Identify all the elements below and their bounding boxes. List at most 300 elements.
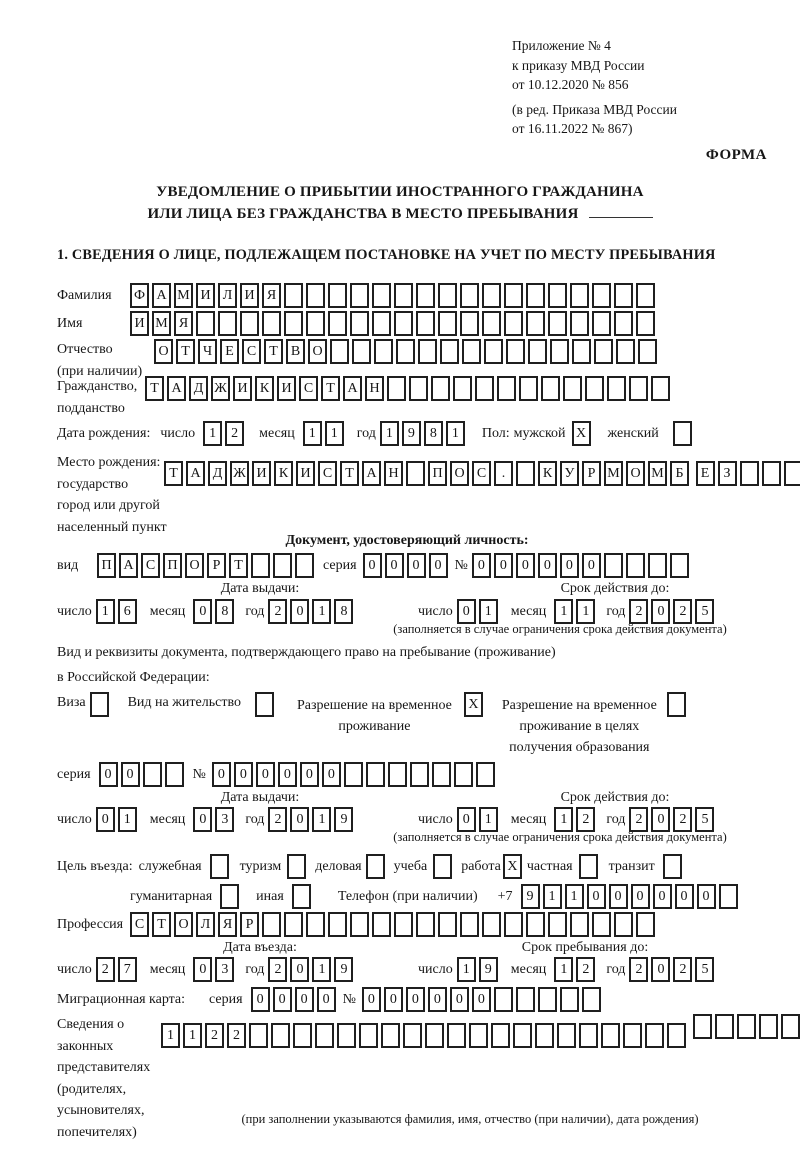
form-cell bbox=[594, 339, 613, 364]
form-cell bbox=[629, 376, 648, 401]
form-cell: А bbox=[343, 376, 362, 401]
stay-until-date-row bbox=[418, 957, 717, 982]
form-cell: 0 bbox=[96, 807, 115, 832]
birth-day-cells bbox=[203, 421, 247, 446]
form-cell: О bbox=[450, 461, 469, 486]
form-cell: 0 bbox=[429, 553, 448, 578]
form-cell: 2 bbox=[629, 957, 648, 982]
form-cell bbox=[516, 987, 535, 1012]
form-cell: Л bbox=[196, 912, 215, 937]
form-cell bbox=[374, 339, 393, 364]
form-cell: 0 bbox=[450, 987, 469, 1012]
form-cell: 1 bbox=[554, 599, 573, 624]
revision-line: от 16.11.2022 № 867) bbox=[512, 121, 633, 136]
form-cell bbox=[604, 553, 623, 578]
form-cell: Т bbox=[229, 553, 248, 578]
given-name-cells bbox=[130, 311, 658, 336]
doc-validity-date-row bbox=[418, 599, 717, 624]
form-cell bbox=[344, 762, 363, 787]
form-cell: 0 bbox=[472, 987, 491, 1012]
form-cell bbox=[396, 339, 415, 364]
form-cell bbox=[648, 553, 667, 578]
form-cell bbox=[563, 376, 582, 401]
series-label: серия bbox=[209, 991, 243, 1007]
form-cell bbox=[504, 912, 523, 937]
form-cell: А bbox=[167, 376, 186, 401]
form-cell: 2 bbox=[629, 599, 648, 624]
form-cell: 1 bbox=[543, 884, 562, 909]
purpose-tourism-label: туризм bbox=[239, 858, 282, 874]
form-cell bbox=[538, 987, 557, 1012]
form-cell bbox=[381, 1023, 400, 1048]
doc-kind-cells bbox=[97, 553, 317, 578]
form-cell: 1 bbox=[312, 957, 331, 982]
form-cell bbox=[372, 912, 391, 937]
form-cell bbox=[460, 283, 479, 308]
form-cell: У bbox=[560, 461, 579, 486]
birth-place-cells-row1 bbox=[164, 461, 692, 486]
doc-restriction-note: (заполняется в случае ограничения срока действия документа) bbox=[393, 622, 727, 636]
form-cell: 0 bbox=[322, 762, 341, 787]
migration-card-label: Миграционная карта: bbox=[57, 991, 186, 1007]
representatives-cells bbox=[161, 1014, 800, 1053]
form-cell bbox=[418, 339, 437, 364]
form-cell: О bbox=[174, 912, 193, 937]
form-cell: X bbox=[503, 854, 522, 879]
form-cell: 1 bbox=[457, 957, 476, 982]
migration-number-cells bbox=[362, 987, 604, 1012]
form-cell: 0 bbox=[651, 807, 670, 832]
form-cell: Я bbox=[262, 283, 281, 308]
form-cell: 8 bbox=[334, 599, 353, 624]
section1-heading: 1. СВЕДЕНИЯ О ЛИЦЕ, ПОДЛЕЖАЩЕМ ПОСТАНОВКЕ НА УЧЕТ ПО МЕСТУ ПРЕБЫВАНИЯ bbox=[57, 247, 716, 263]
form-cell: М bbox=[648, 461, 667, 486]
form-cell: А bbox=[119, 553, 138, 578]
purpose-humanitarian-label: гуманитарная bbox=[130, 888, 213, 904]
form-cell bbox=[513, 1023, 532, 1048]
form-cell bbox=[359, 1023, 378, 1048]
form-cell bbox=[271, 1023, 290, 1048]
form-cell: И bbox=[130, 311, 149, 336]
form-cell: Т bbox=[321, 376, 340, 401]
doc-issue-date-label: Дата выдачи: bbox=[220, 581, 300, 596]
form-label: ФОРМА bbox=[705, 147, 767, 163]
form-cell bbox=[572, 339, 591, 364]
form-cell: 1 bbox=[96, 599, 115, 624]
form-cell: П bbox=[97, 553, 116, 578]
form-cell: З bbox=[718, 461, 737, 486]
form-cell: К bbox=[255, 376, 274, 401]
form-cell: 0 bbox=[428, 987, 447, 1012]
representatives-label-line5: усыновителях, bbox=[57, 1103, 145, 1118]
form-cell bbox=[460, 912, 479, 937]
form-cell: 0 bbox=[587, 884, 606, 909]
surname-row bbox=[57, 283, 658, 308]
form-cell: 0 bbox=[251, 987, 270, 1012]
form-cell bbox=[295, 553, 314, 578]
form-cell: 9 bbox=[334, 957, 353, 982]
form-cell bbox=[432, 762, 451, 787]
form-cell: С bbox=[299, 376, 318, 401]
form-cell bbox=[614, 311, 633, 336]
form-cell bbox=[469, 1023, 488, 1048]
number-label: № bbox=[192, 766, 206, 782]
form-cell: Т bbox=[152, 912, 171, 937]
doc-issue-date-row bbox=[57, 599, 356, 624]
form-cell: 0 bbox=[653, 884, 672, 909]
form-cell: О bbox=[154, 339, 173, 364]
form-cell bbox=[519, 376, 538, 401]
day-label: число bbox=[57, 603, 92, 619]
form-cell: 1 bbox=[576, 599, 595, 624]
doc-kind-label: вид bbox=[57, 557, 79, 573]
form-cell: 0 bbox=[363, 553, 382, 578]
migration-series-cells bbox=[251, 987, 339, 1012]
form-cell: Н bbox=[365, 376, 384, 401]
form-cell: 8 bbox=[215, 599, 234, 624]
profession-row bbox=[57, 912, 658, 937]
form-cell: Б bbox=[670, 461, 689, 486]
month-label: месяц bbox=[510, 603, 547, 619]
representatives-cells-row2 bbox=[693, 1014, 800, 1039]
form-cell bbox=[90, 692, 109, 717]
form-cell bbox=[570, 912, 589, 937]
form-cell bbox=[409, 376, 428, 401]
temp-edu-checkbox bbox=[667, 692, 689, 717]
form-cell: 0 bbox=[631, 884, 650, 909]
form-cell bbox=[482, 283, 501, 308]
identity-doc-heading: Документ, удостоверяющий личность: bbox=[285, 533, 529, 548]
form-cell bbox=[719, 884, 738, 909]
form-cell bbox=[366, 762, 385, 787]
form-cell bbox=[570, 311, 589, 336]
form-cell: Т bbox=[145, 376, 164, 401]
form-cell bbox=[784, 461, 800, 486]
form-cell: 0 bbox=[697, 884, 716, 909]
year-label: год bbox=[606, 961, 626, 977]
temp-residence-label bbox=[297, 692, 452, 737]
purpose-study-label: учеба bbox=[393, 858, 428, 874]
form-cell: 0 bbox=[290, 807, 309, 832]
form-cell bbox=[623, 1023, 642, 1048]
residence-doc-intro1: Вид и реквизиты документа, подтверждающего право на пребывание (проживание) bbox=[57, 645, 556, 660]
female-checkbox bbox=[673, 421, 695, 446]
year-label: год bbox=[606, 811, 626, 827]
form-cell: 6 bbox=[118, 599, 137, 624]
form-cell: Д bbox=[208, 461, 227, 486]
temp-residence-checkbox bbox=[464, 692, 486, 717]
patronymic-label-line1: Отчество bbox=[57, 342, 113, 357]
phone-label: Телефон (при наличии) bbox=[337, 888, 478, 904]
form-cell: О bbox=[308, 339, 327, 364]
form-cell bbox=[557, 1023, 576, 1048]
form-cell bbox=[781, 1014, 800, 1039]
form-cell bbox=[447, 1023, 466, 1048]
temp-residence-line2: проживание bbox=[338, 719, 411, 734]
form-cell: X bbox=[464, 692, 483, 717]
form-cell bbox=[438, 311, 457, 336]
residence-number-cells bbox=[212, 762, 498, 787]
residence-restriction-note: (заполняется в случае ограничения срока действия документа) bbox=[393, 830, 727, 844]
form-cell bbox=[462, 339, 481, 364]
form-cell: Е bbox=[696, 461, 715, 486]
form-cell: 3 bbox=[215, 807, 234, 832]
form-cell bbox=[484, 339, 503, 364]
form-cell: 1 bbox=[325, 421, 344, 446]
form-cell: 0 bbox=[99, 762, 118, 787]
form-cell bbox=[614, 283, 633, 308]
form-cell bbox=[614, 912, 633, 937]
male-checkbox bbox=[572, 421, 594, 446]
form-cell: Ж bbox=[230, 461, 249, 486]
representatives-cells-row1 bbox=[161, 1023, 689, 1048]
doc-issue-year-cells bbox=[268, 599, 356, 624]
residence-validity-date-row bbox=[418, 807, 717, 832]
month-label: месяц bbox=[510, 811, 547, 827]
form-cell bbox=[328, 283, 347, 308]
form-cell bbox=[645, 1023, 664, 1048]
temp-edu-line2: проживание в целях bbox=[519, 719, 640, 734]
form-cell bbox=[482, 912, 501, 937]
form-cell bbox=[475, 376, 494, 401]
form-title bbox=[0, 181, 800, 225]
form-cell bbox=[560, 987, 579, 1012]
form-cell bbox=[306, 311, 325, 336]
day-label: число bbox=[418, 603, 453, 619]
form-cell: 5 bbox=[695, 957, 714, 982]
form-cell: 0 bbox=[675, 884, 694, 909]
form-cell: И bbox=[240, 283, 259, 308]
gender-label: Пол: bbox=[481, 425, 510, 441]
purpose-work-label: работа bbox=[461, 858, 501, 874]
form-cell bbox=[670, 553, 689, 578]
form-cell bbox=[548, 311, 567, 336]
appendix-line: от 10.12.2020 № 856 bbox=[512, 77, 629, 92]
form-cell bbox=[438, 912, 457, 937]
entry-month-cells bbox=[193, 957, 237, 982]
form-cell bbox=[504, 283, 523, 308]
form-cell: 0 bbox=[494, 553, 513, 578]
birth-place-label bbox=[57, 452, 167, 538]
form-cell: Н bbox=[384, 461, 403, 486]
number-label: № bbox=[454, 557, 468, 573]
month-label: месяц bbox=[149, 961, 186, 977]
form-cell bbox=[651, 376, 670, 401]
form-cell: 0 bbox=[234, 762, 253, 787]
form-cell bbox=[394, 283, 413, 308]
purpose-study-checkbox bbox=[433, 854, 455, 879]
birth-place-label-line1: Место рождения: bbox=[57, 455, 161, 470]
form-cell bbox=[526, 311, 545, 336]
form-cell bbox=[350, 912, 369, 937]
form-cell: 7 bbox=[118, 957, 137, 982]
visit-purpose-label: Цель въезда: bbox=[57, 858, 133, 874]
purpose-business-label: деловая bbox=[315, 858, 362, 874]
day-label: число bbox=[160, 425, 196, 441]
form-cell bbox=[579, 1023, 598, 1048]
day-label: число bbox=[418, 961, 453, 977]
representatives-note: (при заполнении указываются фамилия, имя, отчество (при наличии), дата рождения) bbox=[241, 1112, 699, 1126]
form-cell: К bbox=[274, 461, 293, 486]
form-cell: 5 bbox=[695, 599, 714, 624]
form-cell bbox=[416, 311, 435, 336]
doc-validity-label: Срок действия до: bbox=[560, 581, 670, 596]
surname-cells bbox=[130, 283, 658, 308]
form-cell bbox=[366, 854, 385, 879]
form-cell bbox=[372, 311, 391, 336]
purpose-business-checkbox bbox=[366, 854, 388, 879]
month-label: месяц bbox=[149, 603, 186, 619]
form-cell bbox=[579, 854, 598, 879]
form-title-line1: УВЕДОМЛЕНИЕ О ПРИБЫТИИ ИНОСТРАННОГО ГРАЖДАНИНА bbox=[156, 184, 644, 200]
form-cell bbox=[372, 283, 391, 308]
representatives-label-line4: (родителях, bbox=[57, 1081, 127, 1097]
doc-valid-year-cells bbox=[629, 599, 717, 624]
form-cell bbox=[693, 1014, 712, 1039]
form-cell bbox=[330, 339, 349, 364]
form-cell: 2 bbox=[629, 807, 648, 832]
form-cell bbox=[592, 311, 611, 336]
form-cell: 1 bbox=[554, 957, 573, 982]
form-cell: 0 bbox=[457, 807, 476, 832]
form-cell: М bbox=[604, 461, 623, 486]
form-cell: 2 bbox=[673, 599, 692, 624]
form-cell: 2 bbox=[268, 599, 287, 624]
purpose-work-checkbox bbox=[503, 854, 525, 879]
day-label: число bbox=[418, 811, 453, 827]
form-cell bbox=[667, 692, 686, 717]
form-cell: Я bbox=[218, 912, 237, 937]
form-cell: Т bbox=[340, 461, 359, 486]
month-label: месяц bbox=[259, 425, 295, 441]
form-cell bbox=[636, 311, 655, 336]
residence-doc-options-row bbox=[57, 692, 689, 758]
revision-line: (в ред. Приказа МВД России bbox=[512, 101, 677, 117]
form-cell: А bbox=[186, 461, 205, 486]
visa-label: Виза bbox=[57, 695, 86, 710]
form-cell bbox=[433, 854, 452, 879]
form-cell bbox=[394, 311, 413, 336]
stay-until-label: Срок пребывания до: bbox=[521, 940, 649, 955]
form-cell bbox=[440, 339, 459, 364]
representatives-label-line3: представителях bbox=[57, 1060, 151, 1075]
form-cell: 1 bbox=[118, 807, 137, 832]
form-cell: 2 bbox=[225, 421, 244, 446]
patronymic-label-line2: (при наличии) bbox=[57, 363, 143, 379]
form-cell: 0 bbox=[193, 599, 212, 624]
profession-label: Профессия bbox=[57, 916, 124, 932]
form-cell bbox=[292, 884, 311, 909]
form-cell: 2 bbox=[673, 807, 692, 832]
form-cell bbox=[737, 1014, 756, 1039]
form-cell: К bbox=[538, 461, 557, 486]
visit-purpose-row2 bbox=[130, 884, 741, 909]
form-cell: 2 bbox=[576, 807, 595, 832]
form-cell: 0 bbox=[295, 987, 314, 1012]
form-cell bbox=[454, 762, 473, 787]
form-cell bbox=[251, 553, 270, 578]
form-cell: Ф bbox=[130, 283, 149, 308]
form-cell: 0 bbox=[516, 553, 535, 578]
form-cell bbox=[240, 311, 259, 336]
form-cell bbox=[453, 376, 472, 401]
doc-valid-month-cells bbox=[554, 599, 598, 624]
form-cell bbox=[526, 912, 545, 937]
stay-month-cells bbox=[554, 957, 598, 982]
visa-checkbox bbox=[90, 692, 112, 717]
purpose-transit-label: транзит bbox=[608, 858, 655, 874]
form-cell: 0 bbox=[457, 599, 476, 624]
form-cell: 3 bbox=[215, 957, 234, 982]
form-cell bbox=[438, 283, 457, 308]
form-cell bbox=[210, 854, 229, 879]
form-cell: 1 bbox=[161, 1023, 180, 1048]
form-cell bbox=[403, 1023, 422, 1048]
birth-place-cells bbox=[164, 452, 800, 491]
appendix-line: Приложение № 4 bbox=[512, 38, 611, 53]
form-cell bbox=[715, 1014, 734, 1039]
form-cell: 2 bbox=[576, 957, 595, 982]
form-cell bbox=[601, 1023, 620, 1048]
form-cell: 1 bbox=[203, 421, 222, 446]
form-cell bbox=[526, 283, 545, 308]
form-cell: П bbox=[428, 461, 447, 486]
form-cell: 9 bbox=[479, 957, 498, 982]
form-cell: В bbox=[286, 339, 305, 364]
form-cell bbox=[352, 339, 371, 364]
form-cell: 1 bbox=[312, 807, 331, 832]
residence-issue-day-cells bbox=[96, 807, 140, 832]
profession-cells bbox=[130, 912, 658, 937]
form-cell: Л bbox=[218, 283, 237, 308]
form-cell bbox=[143, 762, 162, 787]
form-cell: А bbox=[362, 461, 381, 486]
form-cell: Д bbox=[189, 376, 208, 401]
form-cell bbox=[394, 912, 413, 937]
form-cell: Е bbox=[220, 339, 239, 364]
form-cell bbox=[667, 1023, 686, 1048]
form-cell bbox=[673, 421, 692, 446]
year-label: год bbox=[245, 961, 265, 977]
appendix-header bbox=[512, 36, 677, 139]
form-cell bbox=[431, 376, 450, 401]
form-cell: Р bbox=[582, 461, 601, 486]
form-cell: Я bbox=[174, 311, 193, 336]
representatives-label bbox=[57, 1014, 161, 1143]
form-cell: 8 bbox=[424, 421, 443, 446]
form-cell: С bbox=[141, 553, 160, 578]
birth-place-label-line2: государство bbox=[57, 476, 129, 492]
form-cell bbox=[570, 283, 589, 308]
form-cell bbox=[550, 339, 569, 364]
form-cell bbox=[460, 311, 479, 336]
form-cell: 0 bbox=[212, 762, 231, 787]
form-title-line2: ИЛИ ЛИЦА БЕЗ ГРАЖДАНСТВА В МЕСТО ПРЕБЫВАНИЯ bbox=[147, 206, 579, 222]
representatives-label-line1: Сведения о bbox=[57, 1017, 125, 1032]
doc-issue-month-cells bbox=[193, 599, 237, 624]
form-cell: И bbox=[277, 376, 296, 401]
form-cell: 0 bbox=[651, 599, 670, 624]
form-cell: 0 bbox=[317, 987, 336, 1012]
form-cell bbox=[585, 376, 604, 401]
year-label: год bbox=[245, 603, 265, 619]
form-cell: 0 bbox=[406, 987, 425, 1012]
form-cell: Т bbox=[164, 461, 183, 486]
form-cell bbox=[284, 912, 303, 937]
form-cell bbox=[516, 461, 535, 486]
purpose-official-checkbox bbox=[210, 854, 232, 879]
purpose-other-checkbox bbox=[292, 884, 314, 909]
